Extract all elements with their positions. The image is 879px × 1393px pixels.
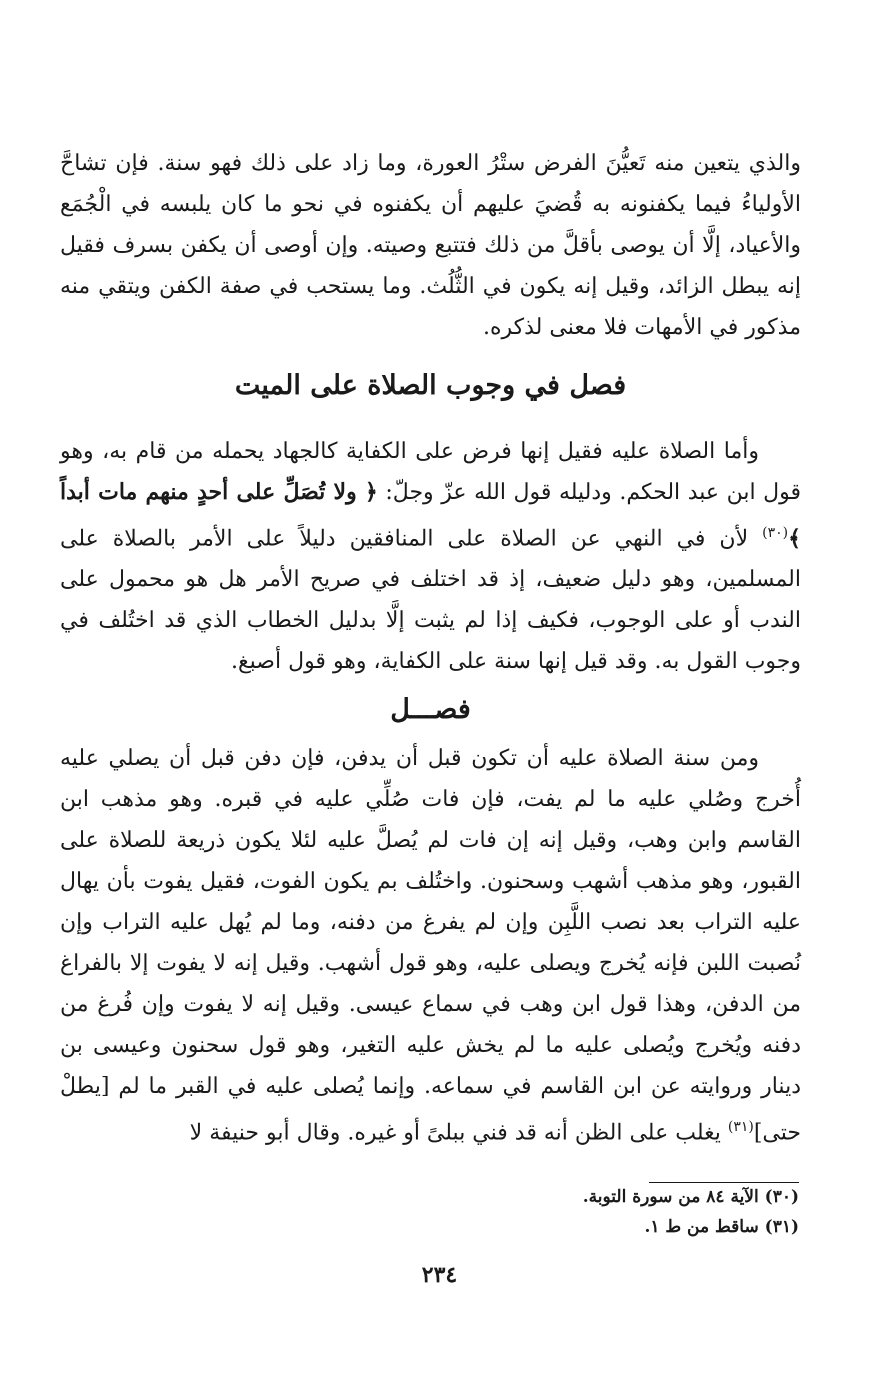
footnote-reference: (٣٠)	[762, 525, 789, 541]
prayer-obligation-paragraph	[60, 431, 801, 682]
prayer-timing-paragraph	[60, 738, 801, 1153]
opening-paragraph-block	[60, 143, 801, 348]
paragraph-text: ومن سنة الصلاة عليه أن تكون قبل أن يدفن، فإن دفن قبل أن يصلي عليه أُخرج وصُلي عليه ما لم يفت، فإن فات صُلِّي عليه في قبره. وهو مذهب ابن القاسم وابن وهب، وقيل إنه إن فات لم يُصلَّ عليه لئلا يكون ذريعة للصلاة على القبور، وهو مذهب أشهب وسحنون. واختُلف بم يكون الفوت، فقيل يفوت بأن يهال عليه التراب بعد نصب اللَّبِن وإن لم يفرغ من دفنه، وما لم يُهل عليه التراب وإن نُصبت اللبن فإنه يُخرج ويصلى عليه، وهو قول أشهب. وقيل إنه لا يفوت إلا بالفراغ من الدفن، وهذا قول ابن وهب في سماع عيسى. وقيل إنه لا يفوت وإن فُرغ من دفنه ويُخرج ويُصلى عليه ما لم يخش عليه التغير، وهو قول سحنون وعيسى بن دينار وروايته عن ابن القاسم في سماعه. وإنما يُصلى عليه في القبر ما لم [يطلْ حتى]	[60, 746, 802, 1146]
paragraph-text: وأما الصلاة عليه فقيل إنها فرض على الكفاية كالجهاد يحمله من قام به، وهو قول ابن عبد الحكم. ودليله قول الله عزّ وجلّ:	[60, 439, 801, 505]
prayer-obligation-block	[60, 431, 801, 682]
footnote-reference: (٣١)	[727, 1119, 754, 1135]
prayer-timing-block	[60, 738, 801, 1153]
footnote-31: (٣١) ساقط من ط ١.	[644, 1217, 799, 1237]
section-heading-prayer-obligation: فصل في وجوب الصلاة على الميت	[234, 370, 627, 401]
footnotes	[60, 1182, 799, 1242]
paragraph-text: يغلب على الظن أنه قد فني ببلىً أو غيره. وقال أبو حنيفة لا	[189, 1120, 728, 1146]
paragraph-text: لأن في النهي عن الصلاة على المنافقين دليلاً على الأمر بالصلاة على المسلمين، وهو دليل ضعيف، إذ قد اختلف في صريح الأمر هل هو محمول على الندب أو على الوجوب، فكيف إذا لم يثبت إلَّا بدليل الخطاب الذي قد اختُلف في وجوب القول به. وقد قيل إنها سنة على الكفاية، وهو قول أصبغ.	[60, 526, 801, 675]
opening-paragraph: والذي يتعين منه تَعيُّنَ الفرض ستْرُ العورة، وما زاد على ذلك فهو سنة. فإن تشاحَّ الأولياءُ فيما يكفنونه به قُضيَ عليهم أن يكفنوه في نحو ما كان يلبسه في الْجُمَع والأعياد، إلَّا أن يوصى بأقلَّ من ذلك فتتبع وصيته. وإن أوصى أن يكفن بسرف فقيل إنه يبطل الزائد، وقيل إنه يكون في الثُّلُث. وما يستحب في صفة الكفن ويتقي منه مذكور في الأمهات فلا معنى لذكره.	[60, 151, 801, 340]
footnote-30: (٣٠) الآية ٨٤ من سورة التوبة.	[582, 1187, 799, 1207]
quran-verse: ﴿ ولا تُصَلِّ على أحدٍ منهم مات أبداً ﴾	[60, 479, 801, 552]
section-heading-fasl: فصـــل	[390, 694, 471, 725]
page-number: ٢٣٤	[421, 1262, 458, 1288]
